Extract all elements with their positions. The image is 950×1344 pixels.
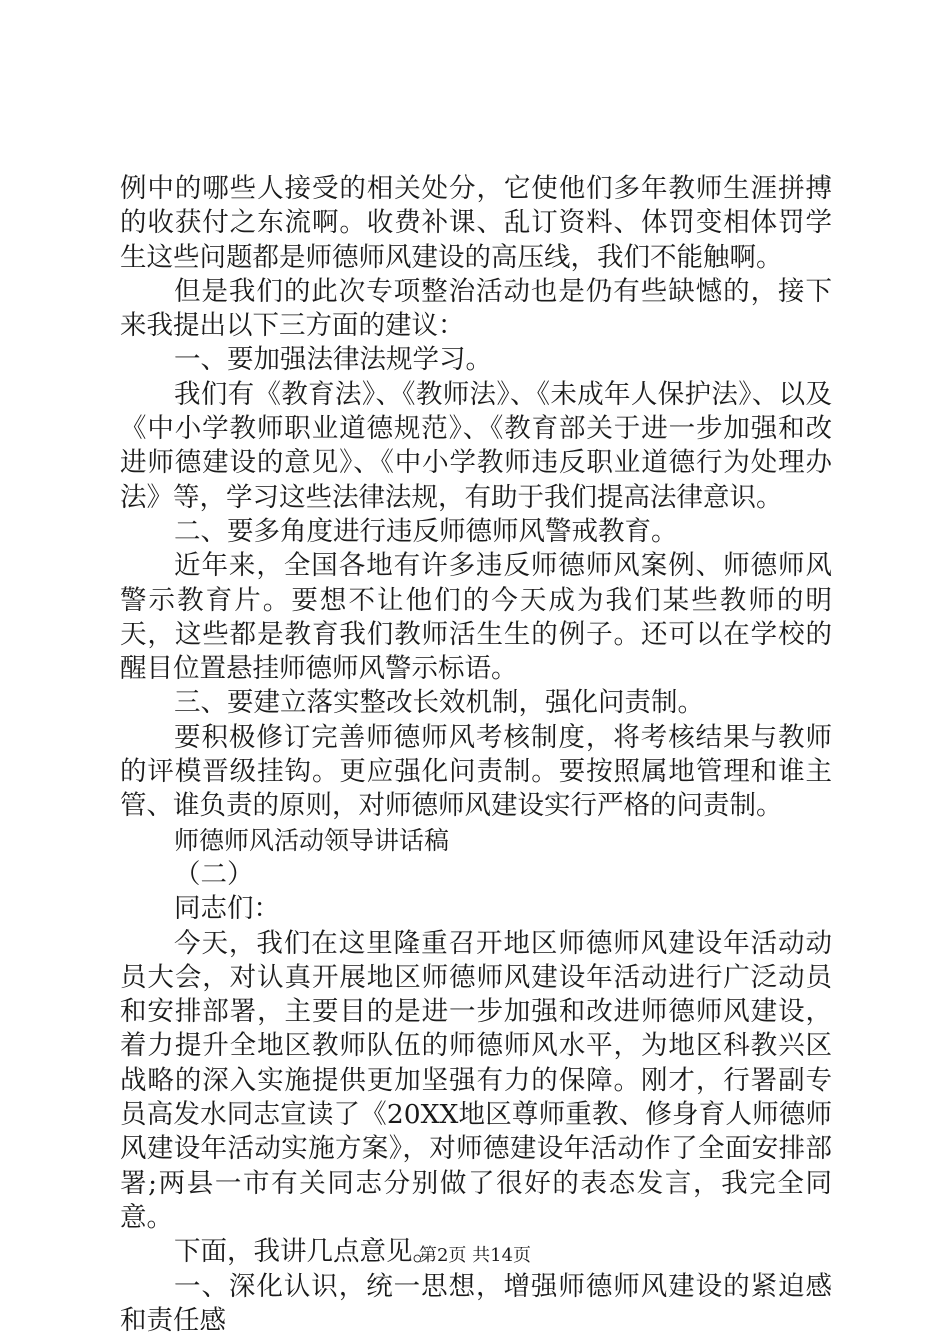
section-heading: 一、要加强法律法规学习。 xyxy=(174,344,492,376)
paragraph: 例中的哪些人接受的相关处分，它使他们多年教师生涯拼搏的收获付之东流啊。收费补课、乱订资料、体罚变相体罚学生这些问题都是师德师风建设的高压线，我们不能触啊。 xyxy=(120,173,832,273)
document-body xyxy=(120,172,832,1338)
paragraph: 下面，我讲几点意见。 xyxy=(174,1236,439,1268)
paragraph: 要积极修订完善师德师风考核制度，将考核结果与教师的评模晋级挂钩。更应强化问责制。要按照属地管理和谁主管、谁负责的原则，对师德师风建设实行严格的问责制。 xyxy=(120,721,832,822)
section-heading: 二、要多角度进行违反师德师风警戒教育。 xyxy=(174,515,678,547)
page-number-label: 第2页 共14页 xyxy=(418,1245,532,1266)
page-footer xyxy=(0,1241,950,1267)
paragraph: 今天，我们在这里隆重召开地区师德师风建设年活动动员大会，对认真开展地区师德师风建设年活动进行广泛动员和安排部署，主要目的是进一步加强和改进师德师风建设，着力提升全地区教师队伍的师德师风水平，为地区科教兴区战略的深入实施提供更加坚强有力的保障。刚才，行署副专员高发水同志宣读了《20XX地区尊师重教、修身育人师德师风建设年活动实施方案》，对师德建设年活动作了全面安排部署;两县一市有关同志分别做了很好的表态发言，我完全同意。 xyxy=(120,927,832,1233)
section-heading: 三、要建立落实整改长效机制，强化问责制。 xyxy=(174,687,704,719)
part-number: （二） xyxy=(174,858,254,890)
salutation: 同志们： xyxy=(174,893,280,925)
paragraph: 近年来，全国各地有许多违反师德师风案例、师德师风警示教育片。要想不让他们的今天成为我们某些教师的明天，这些都是教育我们教师活生生的例子。还可以在学校的醒目位置悬挂师德师风警示标语。 xyxy=(120,550,832,685)
section-heading: 一、深化认识，统一思想，增强师德师风建设的紧迫感和责任感 xyxy=(120,1270,832,1336)
document-title: 师德师风活动领导讲话稿 xyxy=(174,825,450,855)
paragraph: 我们有《教育法》、《教师法》、《未成年人保护法》、以及《中小学教师职业道德规范》、《教育部关于进一步加强和改进师德建设的意见》、《中小学教师违反职业道德行为处理办法》等，学习这些法律法规，有助于我们提高法律意识。 xyxy=(120,378,832,513)
paragraph: 但是我们的此次专项整治活动也是仍有些缺憾的，接下来我提出以下三方面的建议： xyxy=(120,275,832,342)
